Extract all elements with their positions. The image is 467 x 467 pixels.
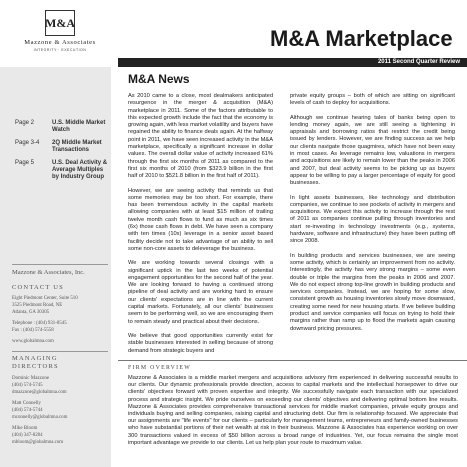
toc-page-number: Page 5 (15, 160, 35, 166)
director-phone: (404) 574-5744 (12, 408, 43, 413)
director-phone: (404) 347-8284 (12, 433, 43, 438)
logo-tagline: INTEGRITY · EXECUTION (33, 48, 87, 52)
news-column-right (290, 93, 455, 340)
issue-banner: 2011 Second Quarter Review (118, 58, 467, 67)
logo-company-name: Mazzone & Associates (24, 39, 96, 46)
director-name: Matt Connelly (12, 401, 42, 406)
sidebar-divider (12, 351, 108, 352)
managing-directors-block (12, 355, 110, 446)
news-paragraph: private equity groups – both of which are sitting on significant levels of cash to deploy for acquisitions. (290, 93, 455, 107)
toc-item[interactable] (15, 140, 111, 154)
director-email[interactable]: mbloom@globalmna.com (12, 440, 64, 445)
news-heading: M&A News (128, 72, 190, 86)
address-line: 3525 Piedmont Road, NE (12, 303, 63, 308)
director-name: Mike Bloom (12, 426, 38, 431)
directors-heading: DIRECTORS (12, 363, 59, 370)
toc-page-number: Page 2 (15, 120, 35, 126)
director-phone: (404) 574-5745 (12, 383, 43, 388)
news-paragraph: As 2010 came to a close, most dealmakers anticipated resurgence in the merger & acquisition (M&A) marketplace in 2011. Some of the factors attributable to this expected growth include the fact that the economy is growing again, with less market volatility and buyers have regained the ability to finance deals again. At the halfway point in 2011, we have seen increased activity in the M&A marketplace, specifically a significant increase in dollar values. The overall dollar value of activity increased 61% through the first six months of 2011 as compared to the first six months of 2010 (from $323.9 billion in the first half of 2010 to $521.8 billion in the first half of 2011). (128, 93, 274, 180)
contact-heading: CONTACT US (12, 284, 64, 291)
news-column-left (128, 93, 273, 362)
director-name: Dominic Mazzone (12, 376, 50, 381)
sidebar-divider (12, 264, 108, 265)
firm-overview-text: Mazzone & Associates is a middle market mergers and acquisitions advisory firm experienced in delivering successful results to our clients. Our dynamic professionals provide direction, access to capital markets and the intellectual horsepower to drive our clients' objectives forward with proven expertise and integrity. We successfully navigate each transaction with our specialized process and strategic insight. We pride ourselves on exceeding our clients' objectives and delivering optimal bottom line results. Mazzone & Associates provides comprehensive transactional services for middle market companies, private equity groups and individuals buying and selling companies, raising capital and structuring debt. Our firm is relationship focused. We appreciate that our assignments are "life events" for our clients – particularly for management teams, entrepreneurs and family-owned businesses who have substantial portions of their net wealth at risk in their business. Mazzone & Associates has experience working on over 300 transactions valued in excess of $50 billion across a broad range of industries. Yet, our focus remains the single most important advantage we provide to our clients. Let us help plan your route to maximum value. (128, 375, 458, 446)
news-paragraph: Although we continue hearing tales of banks being open to lending money again, we are still seeing a tightening in appraisals and borrowing ratios that restrict the credit being issued by lenders. However, we are finding success as we help our clients navigate those quagmires, which have not been easy in most cases. As leverage remains low, valuations in mergers and acquisitions are likely to remain lower than the peaks in 2006 and 2007, but deal activity seems to be picking up as buyers appear to be willing to pay a larger percentage of equity for good businesses. (290, 114, 455, 187)
website-link[interactable]: www.globalmna.com (12, 339, 54, 344)
news-paragraph: In building products and services businesses, we are seeing some activity, which is certainly an improvement from no activity. Interestingly, the activity has very strong margins – some even double or triple the margins from the peaks in 2006 and 2007. We do not expect strong top-line growth in building products and services companies. Instead, we are hoping for some slow, consistent growth as housing inventories slowly move downward, creating some need for new housing starts. If we believe building product and service companies will focus on trying to hold their margins rather than ramp up to flood the markets again causing downward pricing pressures. (290, 252, 455, 332)
section-divider (118, 360, 467, 361)
directors-heading: MANAGING (12, 355, 58, 362)
table-of-contents (15, 120, 111, 187)
toc-item[interactable] (15, 160, 111, 181)
contact-company: Mazzone & Associates, Inc. (12, 269, 85, 276)
toc-item[interactable] (15, 120, 111, 134)
news-paragraph: We believe that good opportunities currently exist for stable businesses interested in selling because of strong demand from strategic buyers and (128, 332, 273, 354)
address-line: Atlanta, GA 30305 (12, 310, 50, 315)
company-logo (12, 8, 108, 60)
telephone: Telephone : (404) 931-8545 (12, 321, 67, 326)
toc-page-number: Page 3-4 (15, 140, 40, 146)
address-line: Eight Piedmont Center, Suite 510 (12, 296, 78, 301)
news-paragraph: In light assets businesses, like technology and distribution companies, we continue to see pockets of activity in mergers and acquisitions. We expect this activity to increase through the rest of 2011 as companies continue pulling through inventories and start re-investing in technology investments (e.g., systems, hardware, software and infrastructure) they have been putting off since 2008. (290, 194, 455, 245)
news-paragraph: We are working towards several closings with a significant uptick in the last two weeks of potential engagement opportunities for the second half of the year. We are looking forward to having a continued strong pipeline of deal activity and are working hard to ensure our clients' expectations are in line with the current capital markets. Fortunately, all our clients' businesses seem to be performing well, so we are encouraging them to remain steady and practical about their decisions. (128, 260, 273, 325)
contact-block (12, 269, 110, 345)
fax: Fax : (404) 574-5558 (12, 328, 54, 333)
logo-mark: M&A (45, 10, 75, 36)
firm-overview-heading: FIRM OVERVIEW (128, 365, 191, 371)
news-paragraph: However, we are seeing activity that reminds us that some memories may be too short. For example, there has been tremendous activity in the capital markets allowing companies with at least $15 million of trailing twelve month cash flows to fund as much as six times (6x) those cash flows in debt. We have seen a company with ten times (10x) leverage in a senior asset based facility decide not to take advantage of an ability to sell some non-core assets to deleverage the business. (128, 187, 273, 252)
toc-title: 2Q Middle Market Transactions (52, 140, 102, 153)
toc-title: U.S. Middle Market Watch (52, 120, 106, 133)
toc-title: U.S. Deal Activity & Average Multiples by Industry Group (52, 160, 108, 180)
director-email[interactable]: mconnelly@globalmna.com (12, 415, 68, 420)
director-email[interactable]: dmazzone@globalmna.com (12, 390, 67, 395)
newsletter-title: M&A Marketplace (270, 26, 453, 51)
